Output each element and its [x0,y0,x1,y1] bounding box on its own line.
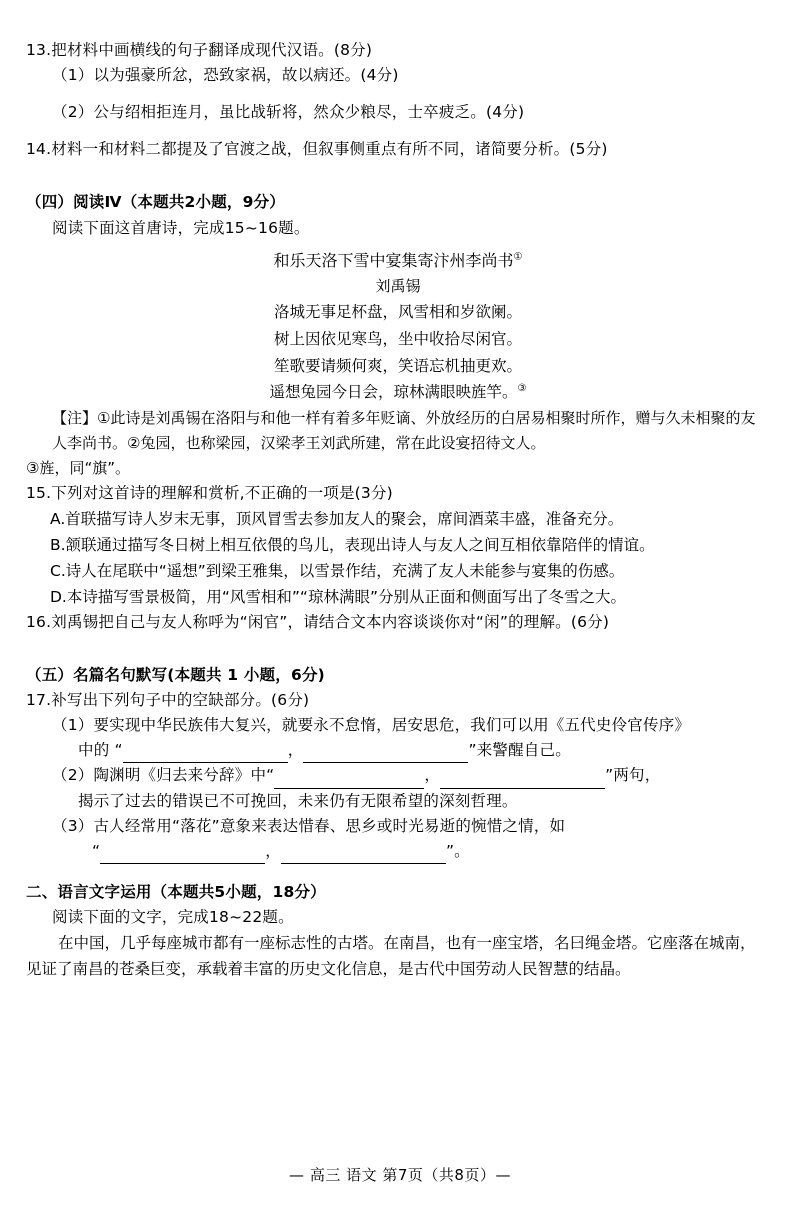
spacer [26,125,770,137]
question-13-stem: 13.把材料中画横线的句子翻译成现代汉语。(8分) [26,41,373,59]
item2-mid-text: ， [424,766,441,785]
question-15-option-b: B.颔联通过描写冬日树上相互依偎的鸟儿，表现出诗人与友人之间互相依靠陪伴的情谊。 [50,535,655,554]
question-13-item-1: （1）以为强豪所忿，恐致家祸，故以病还。(4分) [52,66,399,85]
section-4-title: （四）阅读Ⅳ（本题共2小题，9分） [26,193,285,212]
poem-note [26,406,770,456]
answer-blank[interactable] [274,772,424,789]
page-footer: — 高三 语文 第7页（共8页）— [289,1166,511,1184]
spacer [26,88,770,100]
poem-title-note-marker: ① [513,251,523,263]
poem-line-text: 遥想兔园今日会，琼林满眼映旌竿。 [269,383,518,402]
poem-line: 树上因依见寒鸟，坐中收拾尽闲官。 [273,330,522,348]
answer-blank[interactable] [281,847,446,864]
question-17-item-1-line-1: （1）要实现中华民族伟大复兴，就要永不怠惰，居安思危，我们可以用《五代史伶官传序》 [52,716,691,735]
question-15-option-c: C.诗人在尾联中“遥想”到梁王雅集，以雪景作结，充满了友人未能参与宴集的伤感。 [50,561,625,580]
question-16-stem: 16.刘禹锡把自己与友人称呼为“闲官”，请结合文本内容谈谈你对“闲”的理解。(6分) [26,612,610,631]
spacer [26,635,770,647]
item3-mid-text: ， [265,841,281,860]
poem-title-text: 和乐天洛下雪中宴集寄汴州李尚书 [273,250,514,270]
poem-line-note-marker: ③ [517,383,527,395]
section-two-paragraph: 在中国，几乎每座城市都有一座标志性的古塔。在南昌，也有一座宝塔，名曰绳金塔。它座落在城南，见证了南昌的苍桑巨变，承载着丰富的历史文化信息，是古代中国劳动人民智慧的结晶。 [26,934,756,979]
poem-title [26,247,770,274]
poem-note-continued: ③旌，同“旗”。 [26,458,130,477]
note-text-1: ①此诗是刘禹锡在洛阳与和他一样有着多年贬谪、外放经历的白居易相聚时所作，赠与久未相聚的友人李尚书。②兔园，也称梁园，汉梁孝王刘武所建，常在此设宴招待文人。 [52,408,756,452]
question-15-stem: 15.下列对这首诗的理解和赏析,不正确的一项是(3分) [26,483,393,502]
item3-post-text: ”。 [445,841,470,860]
answer-blank[interactable] [440,772,605,789]
spacer [26,162,770,174]
question-15-option-d: D.本诗描写雪景极简，用“风雪相和”“琼林满眼”分别从正面和侧面写出了冬雪之大。 [50,587,626,606]
question-17-item-2-line-2: 揭示了过去的错误已不可挽回，未来仍有无限希望的深刻哲理。 [78,791,518,810]
item1-post-text: ”来警醒自己。 [468,741,571,760]
item1-mid-text: ， [287,741,304,760]
question-17-item-1-line-2 [26,738,770,763]
poem-line: 洛城无事足杯盘，风雪相和岁欲阑。 [273,303,522,322]
poem-author: 刘禹锡 [375,276,421,295]
question-17-item-3-line-2 [26,839,770,864]
question-14-stem: 14.材料一和材料二都提及了官渡之战，但叙事侧重点有所不同，诸简要分析。(5分) [26,140,608,159]
item3-pre-text: “ [92,841,101,860]
section-two-lead: 阅读下面的文字，完成18~22题。 [52,907,294,926]
item1-pre-text: 中的 “ [78,741,123,760]
section-5-title: （五）名篇名句默写(本题共 1 小题，6分) [26,665,325,684]
question-13-item-2: （2）公与绍相拒连月，虽比战斩将，然众少粮尽，士卒疲乏。(4分) [52,103,525,122]
question-17-stem: 17.补写出下列句子中的空缺部分。(6分) [26,691,310,710]
answer-blank[interactable] [100,847,265,864]
section-two-title: 二、语言文字运用（本题共5小题，18分） [26,882,326,901]
question-17-item-2-line-1 [26,763,770,788]
section-4-lead: 阅读下面这首唐诗，完成15~16题。 [52,218,310,237]
poem-line: 笙歌要请频何爽，笑语忘机抽更欢。 [273,356,522,375]
poem-line [26,379,770,406]
answer-blank[interactable] [303,747,468,764]
answer-blank[interactable] [123,747,288,764]
note-label: 【注】 [52,408,98,427]
item2-post-text: ”两句， [605,766,661,785]
question-17-item-3-line-1: （3）古人经常用“落花”意象来表达惜春、思乡或时光易逝的惋惜之情，如 [52,816,566,835]
question-15-option-a: A.首联描写诗人岁末无事，顶风冒雪去参加友人的聚会，席间酒菜丰盛，准备充分。 [50,509,624,528]
item2-pre-text: （2）陶渊明《归去来兮辞》中“ [52,766,275,785]
